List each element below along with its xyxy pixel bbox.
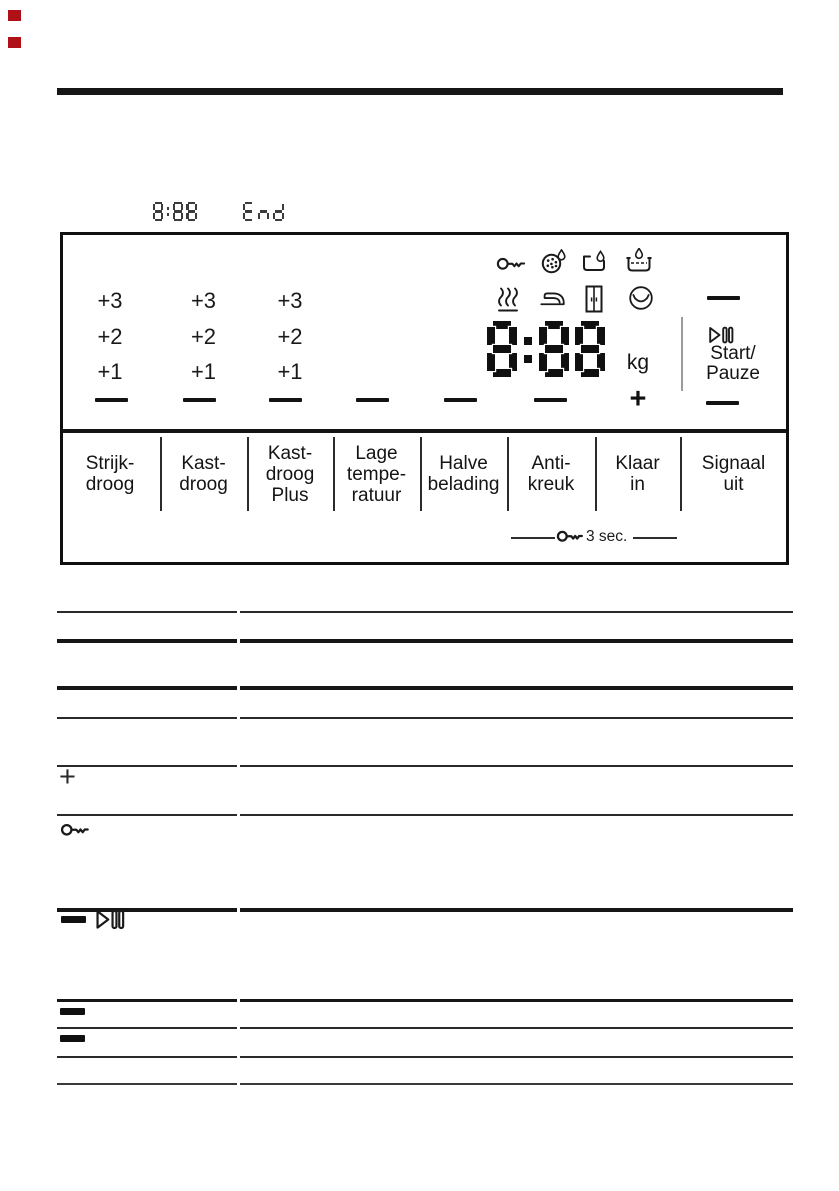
level-marks-strijkdroog: +3 +2 +1	[97, 288, 123, 384]
table-rule	[240, 908, 793, 912]
control-panel	[60, 232, 789, 565]
table-rule	[240, 686, 793, 690]
button-dash-icon	[61, 916, 86, 923]
table-rule	[57, 1056, 237, 1058]
label-klaar-in[interactable]: Klaar in	[615, 453, 660, 495]
iron-icon	[539, 285, 566, 310]
button-kastdroog[interactable]	[183, 398, 216, 402]
table-rule	[240, 1083, 793, 1085]
table-rule	[57, 717, 237, 719]
heat-icon	[497, 286, 519, 313]
table-rule	[240, 1056, 793, 1058]
clean-filter-drop-icon	[540, 249, 567, 276]
section-rule	[57, 88, 783, 95]
label-kastdroog-plus[interactable]: Kast- droog Plus	[265, 442, 315, 506]
signal-dash-icon	[60, 1035, 85, 1042]
container-full-drop-icon	[625, 248, 653, 275]
button-halve-belading[interactable]	[444, 398, 477, 402]
table-rule	[57, 999, 237, 1002]
hint-line-left	[511, 537, 555, 539]
table-rule	[57, 1083, 237, 1085]
signal-dash-icon	[60, 1008, 85, 1015]
play-pause-icon	[708, 326, 734, 344]
table-rule	[57, 908, 237, 912]
label-halve-belading[interactable]: Halve belading	[427, 453, 500, 495]
table-rule	[240, 814, 793, 816]
red-mark	[8, 10, 21, 21]
table-rule	[57, 686, 237, 690]
label-strijkdroog[interactable]: Strijk- droog	[85, 453, 135, 495]
button-start-pauze[interactable]	[706, 401, 739, 405]
start-indicator-dash	[707, 296, 740, 300]
table-rule	[240, 717, 793, 719]
button-strijkdroog[interactable]	[95, 398, 128, 402]
table-rule	[240, 765, 793, 767]
table-rule	[240, 639, 793, 643]
cabinet-icon	[585, 285, 603, 313]
table-rule	[57, 639, 237, 643]
hold-duration-label: 3 sec.	[586, 528, 628, 545]
empty-container-drop-icon	[580, 250, 608, 275]
play-pause-icon	[95, 909, 125, 930]
key-icon	[556, 527, 584, 545]
level-marks-kastdroogplus: +3 +2 +1	[277, 288, 303, 384]
table-rule	[57, 1027, 237, 1029]
button-kastdroog-plus[interactable]	[269, 398, 302, 402]
button-anti-kreuk[interactable]	[534, 398, 567, 402]
label-lage-temperatuur[interactable]: Lage tempe- ratuur	[346, 442, 407, 506]
table-rule	[240, 611, 793, 613]
table-rule	[240, 999, 793, 1002]
key-icon	[60, 820, 90, 839]
anti-crease-drum-icon	[628, 285, 654, 311]
button-klaar-in-plus[interactable]: +	[629, 383, 647, 415]
button-lage-temperatuur[interactable]	[356, 398, 389, 402]
level-marks-kastdroog: +3 +2 +1	[190, 288, 217, 384]
table-rule	[57, 611, 237, 613]
plus-icon: +	[59, 761, 76, 793]
table-rule	[240, 1027, 793, 1029]
table-rule	[57, 765, 237, 767]
childlock-key-icon	[496, 255, 526, 272]
kg-label: kg	[626, 351, 650, 374]
small-display-end	[243, 202, 288, 221]
time-display	[487, 321, 611, 377]
table-rule	[57, 814, 237, 816]
label-signaal-uit[interactable]: Signaal uit	[701, 453, 766, 495]
start-pauze-label[interactable]: Start/ Pauze	[706, 343, 760, 384]
panel-divider	[62, 429, 787, 433]
small-display-time	[153, 202, 200, 221]
label-kastdroog[interactable]: Kast- droog	[179, 453, 228, 495]
label-anti-kreuk[interactable]: Anti- kreuk	[527, 453, 575, 495]
red-mark	[8, 37, 21, 48]
hint-line-right	[633, 537, 677, 539]
